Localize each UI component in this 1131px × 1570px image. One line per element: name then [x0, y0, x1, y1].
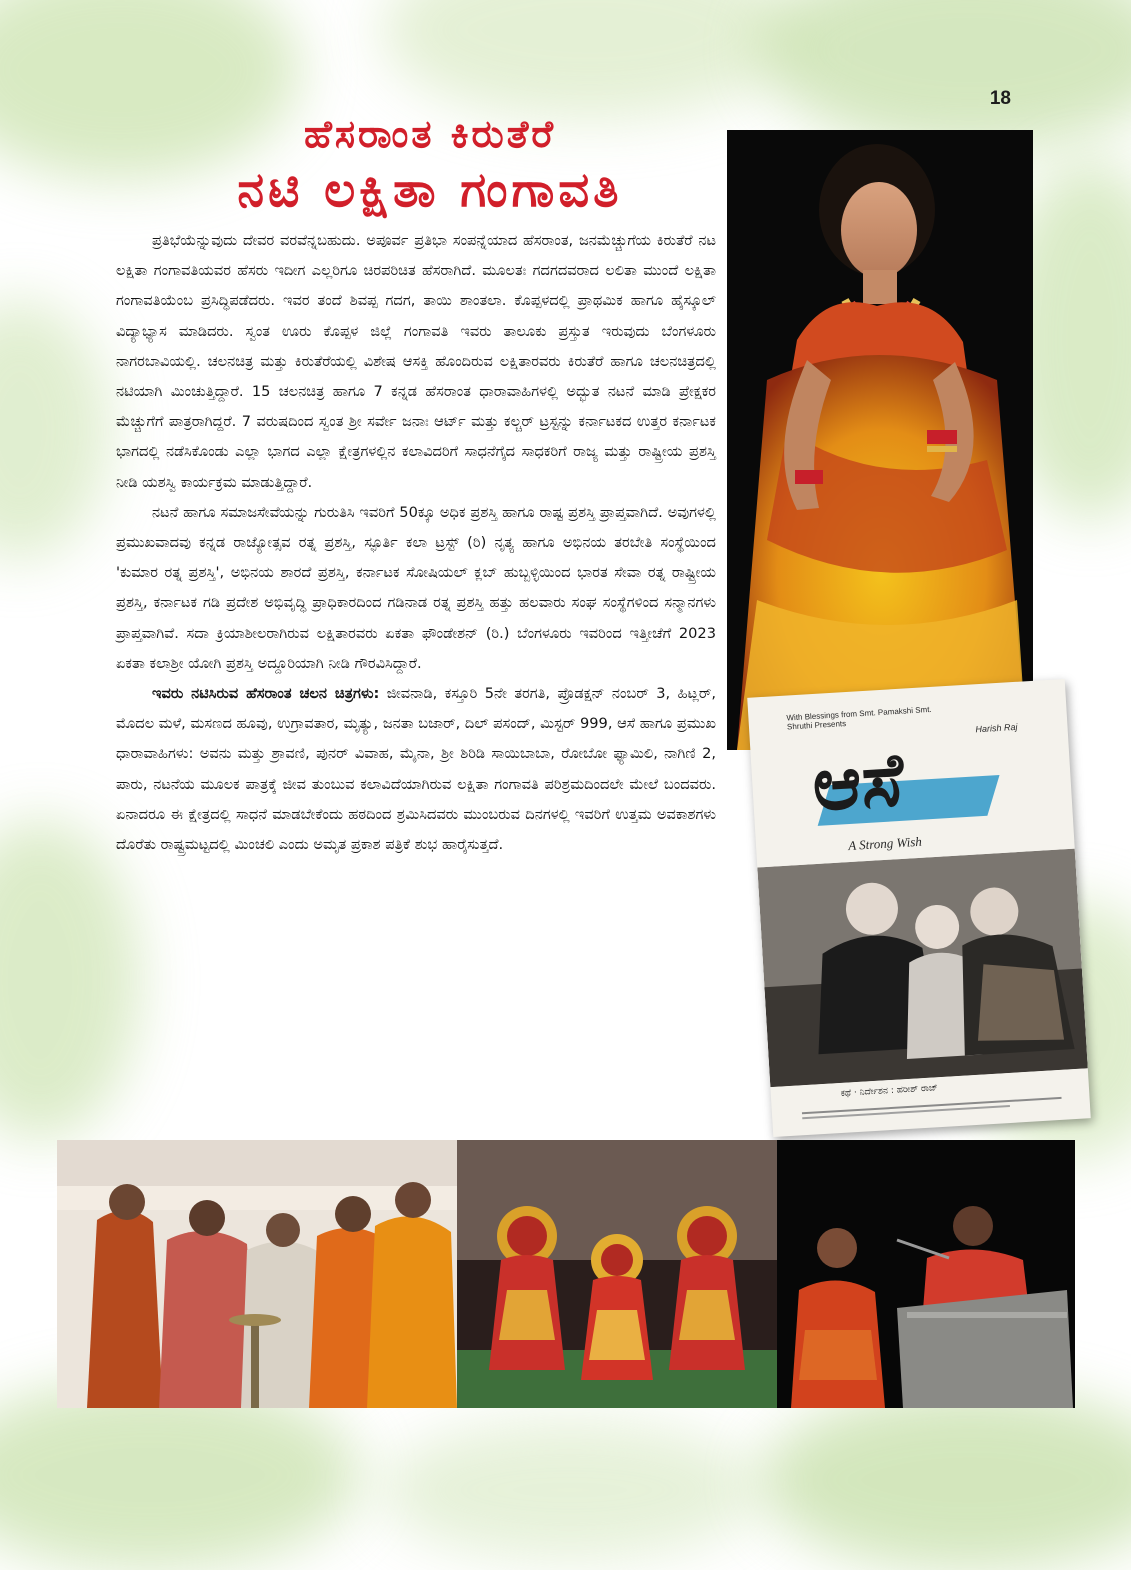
- poster-credits: ಕಥೆ · ನಿರ್ದೇಶನ : ಹರೀಶ್ ರಾಜ್: [840, 1083, 939, 1099]
- yakshagana-illustration: [457, 1140, 777, 1408]
- poster-tagline: A Strong Wish: [847, 833, 923, 854]
- poster-header: With Blessings from Smt. Pamakshi Smt. Shruthi Presents: [786, 704, 932, 732]
- portrait-photo: [727, 130, 1033, 750]
- article-paragraph: [116, 679, 716, 860]
- films-lead: ಇವರು ನಟಿಸಿರುವ ಹೆಸರಾಂತ ಚಲನ ಚಿತ್ರಗಳು:: [152, 685, 380, 703]
- article-title-line1: ಹೆಸರಾಂತ ಕಿರುತೆರೆ: [303, 112, 556, 156]
- article-body: [116, 226, 716, 860]
- event-photo-podium: [777, 1140, 1075, 1408]
- page-number: 18: [989, 88, 1011, 109]
- films-list: ಜೀವನಾಡಿ, ಕಸ್ತೂರಿ 5ನೇ ತರಗತಿ, ಪ್ರೊಡಕ್ಷನ್ ನಂಬರ್ 3, ಹಿಟ್ಲರ್, ಮೊದಲ ಮಳೆ, ಮಸಣದ ಹೂವು, ಉಗ್ರಾವತಾರ, ಮೃತ್ಯು, ಜನತಾ ಬಜಾರ್, ದಿಲ್ ಪಸಂದ್, ಮಿಸ್ಟರ್ 999, ಆಸೆ ಹಾಗೂ ಪ್ರಮುಖ ಧಾರಾವಾಹಿಗಳು: ಅವನು ಮತ್ತು ಶ್ರಾವಣಿ, ಪುನರ್ ವಿವಾಹ, ಮೈನಾ, ಶ್ರೀ ಶಿರಿಡಿ ಸಾಯಿಬಾಬಾ, ರೋಬೋ ಫ್ಯಾಮಿಲಿ, ನಾಗಿಣಿ 2, ಪಾರು, ನಟನೆಯ ಮೂಲಕ ಪಾತ್ರಕ್ಕೆ ಜೀವ ತುಂಬುವ ಕಲಾವಿದೆಯಾಗಿರುವ ಲಕ್ಷಿತಾ ಗಂಗಾವತಿ ಪರಿಶ್ರಮದಿಂದಲೇ ಮೇಲೆ ಬಂದವರು. ಏನಾದರೂ ಈ ಕ್ಷೇತ್ರದಲ್ಲಿ ಸಾಧನೆ ಮಾಡಬೇಕೆಂದು ಹಠದಿಂದ ಶ್ರಮಿಸಿದವರು ಮುಂಬರುವ ದಿನಗಳಲ್ಲಿ ಇವರಿಗೆ ಉತ್ತಮ ಅವಕಾಶಗಳು ದೊರೆತು ರಾಷ್ಟ್ರಮಟ್ಟದಲ್ಲಿ ಮಿಂಚಲಿ ಎಂದು ಅಮೃತ ಪ್ರಕಾಶ ಪತ್ರಿಕೆ ಶುಭ ಹಾರೈಸುತ್ತದೆ.: [116, 685, 717, 854]
- article-paragraph-text: ನಟನೆ ಹಾಗೂ ಸಮಾಜಸೇವೆಯನ್ನು ಗುರುತಿಸಿ ಇವರಿಗೆ 50ಕ್ಕೂ ಅಧಿಕ ಪ್ರಶಸ್ತಿ ಹಾಗೂ ರಾಷ್ಟ ಪ್ರಶಸ್ತಿ ಪ್ರಾಪ್ತವಾಗಿದೆ. ಅವುಗಳಲ್ಲಿ ಪ್ರಮುಖವಾದವು ಕನ್ನಡ ರಾಜ್ಯೋತ್ಸವ ರತ್ನ ಪ್ರಶಸ್ತಿ, ಸ್ಫೂರ್ತಿ ಕಲಾ ಟ್ರಸ್ಟ್ (ರಿ) ನೃತ್ಯ ಹಾಗೂ ಅಭಿನಯ ತರಬೇತಿ ಸಂಸ್ಥೆಯಿಂದ 'ಕುಮಾರ ರತ್ನ ಪ್ರಶಸ್ತಿ', ಅಭಿನಯ ಶಾರದೆ ಪ್ರಶಸ್ತಿ, ಕರ್ನಾಟಕ ಸೋಷಿಯಲ್ ಕ್ಲಬ್ ಹುಬ್ಬಳ್ಳಿಯಿಂದ ಭಾರತ ಸೇವಾ ರತ್ನ ರಾಷ್ಟ್ರೀಯ ಪ್ರಶಸ್ತಿ, ಕರ್ನಾಟಕ ಗಡಿ ಪ್ರದೇಶ ಅಭಿವೃದ್ಧಿ ಪ್ರಾಧಿಕಾರದಿಂದ ಗಡಿನಾಡ ರತ್ನ ಪ್ರಶಸ್ತಿ ಹತ್ತು ಹಲವಾರು ಸಂಘ ಸಂಸ್ಥೆಗಳಿಂದ ಸನ್ಮಾನಗಳು ಪ್ರಾಪ್ತವಾಗಿವೆ. ಸದಾ ಕ್ರಿಯಾಶೀಲರಾಗಿರುವ ಲಕ್ಷಿತಾರವರು ಏಕತಾ ಫೌಂಡೇಶನ್ (ರಿ.) ಬೆಂಗಳೂರು ಇವರಿಂದ ಇತ್ತೀಚೆಗೆ 2023 ಏಕತಾ ಕಲಾಶ್ರೀ ಯೋಗಿ ಪ್ರಶಸ್ತಿ ಅದ್ದೂರಿಯಾಗಿ ನೀಡಿ ಗೌರವಿಸಿದ್ದಾರೆ.: [116, 503, 716, 672]
- poster-brand: Harish Raj: [975, 721, 1018, 735]
- film-poster: [747, 679, 1091, 1137]
- event-photo-yakshagana: [457, 1140, 777, 1408]
- poster-title: ಆಸೆ: [809, 736, 907, 829]
- article-title-line2: ನಟಿ ಲಕ್ಷಿತಾ ಗಂಗಾವತಿ: [237, 162, 623, 218]
- portrait-illustration: [727, 130, 1033, 750]
- article-paragraph: [116, 498, 716, 679]
- podium-illustration: [777, 1140, 1075, 1408]
- event-photo-lamp-lighting: [57, 1140, 457, 1408]
- poster-family-photo: [757, 849, 1087, 1087]
- lamp-lighting-illustration: [57, 1140, 457, 1408]
- article-paragraph: ಪ್ರತಿಭೆಯೆನ್ನುವುದು ದೇವರ ವರವೆನ್ನಬಹುದು. ಅಪೂರ್ವ ಪ್ರತಿಭಾ ಸಂಪನ್ನೆಯಾದ ಹೆಸರಾಂತ, ಜನಮೆಚ್ಚುಗೆಯ ಕಿರುತೆರೆ ನಟ ಲಕ್ಷಿತಾ ಗಂಗಾವತಿಯವರ ಹೆಸರು ಇದೀಗ ಎಲ್ಲರಿಗೂ ಚಿರಪರಿಚಿತ ಹೆಸರಾಗಿದೆ. ಮೂಲತಃ ಗದಗದವರಾದ ಲಲಿತಾ ಮುಂದೆ ಲಕ್ಷಿತಾ ಗಂಗಾವತಿಯೆಂಬ ಪ್ರಸಿದ್ಧಿಪಡೆದರು. ಇವರ ತಂದೆ ಶಿವಪ್ಪ ಗದಗ, ತಾಯಿ ಶಾಂತಲಾ. ಕೊಪ್ಪಳದಲ್ಲಿ ಪ್ರಾಥಮಿಕ ಹಾಗೂ ಹೈಸ್ಕೂಲ್ ವಿದ್ಯಾಭ್ಯಾಸ ಮಾಡಿದರು. ಸ್ವಂತ ಊರು ಕೊಪ್ಪಳ ಜಿಲ್ಲೆ ಗಂಗಾವತಿ ಇವರು ತಾಲೂಕು ಪ್ರಸ್ತುತ ಇರುವುದು ಬೆಂಗಳೂರು ನಾಗರಬಾವಿಯಲ್ಲಿ. ಚಲನಚಿತ್ರ ಮತ್ತು ಕಿರುತೆರೆಯಲ್ಲಿ ವಿಶೇಷ ಆಸಕ್ತಿ ಹೊಂದಿರುವ ಲಕ್ಷಿತಾರವರು ಕಿರುತೆರೆ ಹಾಗೂ ಚಲನಚಿತ್ರದಲ್ಲಿ ನಟಿಯಾಗಿ ಮಿಂಚುತ್ತಿದ್ದಾರೆ. 15 ಚಲನಚಿತ್ರ ಹಾಗೂ 7 ಕನ್ನಡ ಹೆಸರಾಂತ ಧಾರಾವಾಹಿಗಳಲ್ಲಿ ಅದ್ಭುತ ನಟನೆ ಮಾಡಿ ಪ್ರೇಕ್ಷಕರ ಮೆಚ್ಚುಗೆಗೆ ಪಾತ್ರರಾಗಿದ್ದರೆ. 7 ವರುಷದಿಂದ ಸ್ವಂತ ಶ್ರೀ ಸರ್ವೇ ಜನಾಃ ಆರ್ಟ್ ಮತ್ತು ಕಲ್ಚರ್ ಟ್ರಸ್ಟನ್ನು ಕರ್ನಾಟಕದ ಉತ್ತರ ಕರ್ನಾಟಕ ಭಾಗದಲ್ಲಿ ನಡೆಸಿಕೊಂಡು ಎಲ್ಲಾ ಭಾಗದ ಎಲ್ಲಾ ಕ್ಷೇತ್ರಗಳಲ್ಲಿನ ಕಲಾವಿದರಿಗೆ ಸಾಧನೆಗೈದ ಸಾಧಕರಿಗೆ ರಾಜ್ಯ ಮತ್ತು ರಾಷ್ಟ್ರೀಯ ಪ್ರಶಸ್ತಿ ನೀಡಿ ಯಶಸ್ವಿ ಕಾರ್ಯಕ್ರಮ ಮಾಡುತ್ತಿದ್ದಾರೆ.: [116, 232, 716, 491]
